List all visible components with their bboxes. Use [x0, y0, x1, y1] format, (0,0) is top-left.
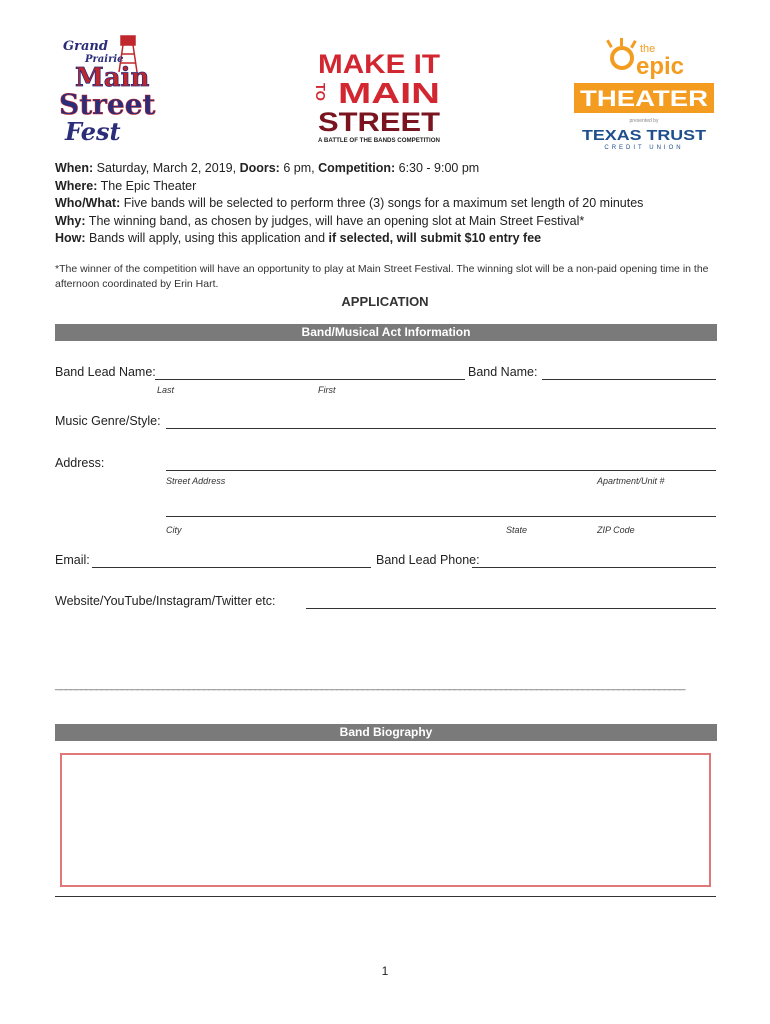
- last-name-caption: Last: [157, 385, 175, 395]
- city-caption: City: [166, 525, 182, 535]
- website-field[interactable]: [306, 608, 716, 609]
- genre-field[interactable]: [166, 428, 716, 429]
- street-address-caption: Street Address: [166, 476, 226, 486]
- where-line: Where: The Epic Theater: [55, 178, 197, 193]
- first-name-caption: First: [318, 385, 336, 395]
- dashed-separator: ___________________________________________________________________________________________________________________________: [55, 679, 685, 691]
- band-lead-name-field[interactable]: [155, 379, 465, 380]
- address-label: Address:: [55, 456, 105, 470]
- band-name-label: Band Name:: [468, 365, 538, 379]
- svg-text:TEXAS TRUST: TEXAS TRUST: [582, 127, 706, 144]
- svg-text:presented by: presented by: [629, 118, 659, 124]
- band-lead-name-label: Band Lead Name:: [55, 365, 156, 379]
- band-biography-textarea[interactable]: [60, 753, 711, 887]
- section-header-band-info: Band/Musical Act Information: [55, 324, 717, 341]
- zip-caption: ZIP Code: [597, 525, 635, 535]
- band-lead-phone-label: Band Lead Phone:: [376, 553, 480, 567]
- how-line: How: Bands will apply, using this application and if selected, will submit $10 entry fee: [55, 231, 542, 245]
- who-line: Who/What: Five bands will be selected to perform three (3) songs for a maximum set length of 20 minutes: [55, 196, 644, 210]
- svg-text:A BATTLE OF THE BANDS COMPETIT: A BATTLE OF THE BANDS COMPETITION: [318, 137, 441, 144]
- band-name-field[interactable]: [542, 379, 716, 380]
- website-label: Website/YouTube/Instagram/Twitter etc:: [55, 594, 276, 608]
- genre-label: Music Genre/Style:: [55, 414, 161, 428]
- street-address-field[interactable]: [166, 470, 716, 471]
- email-field[interactable]: [92, 567, 371, 568]
- city-state-zip-field[interactable]: [166, 516, 716, 517]
- event-details: [55, 160, 725, 248]
- email-label: Email:: [55, 553, 90, 567]
- biography-bottom-rule: [55, 896, 716, 897]
- winner-note: *The winner of the competition will have an opportunity to play at Main Street Festival. The winning slot will be a non-paid opening time in the afternoon coordinated by Erin Hart.: [55, 263, 709, 290]
- application-title: APPLICATION: [341, 294, 429, 309]
- svg-text:CREDIT UNION: CREDIT UNION: [604, 145, 684, 151]
- svg-text:TO: TO: [313, 83, 328, 101]
- svg-text:the: the: [640, 43, 656, 55]
- section-header-band-biography: Band Biography: [55, 724, 717, 741]
- svg-text:Main: Main: [75, 63, 150, 93]
- band-lead-phone-field[interactable]: [472, 567, 716, 568]
- make-it-to-main-street-logo: [313, 49, 442, 145]
- svg-text:Street: Street: [59, 88, 156, 121]
- svg-text:epic: epic: [636, 53, 685, 80]
- svg-text:STREET: STREET: [318, 107, 441, 137]
- apartment-caption: Apartment/Unit #: [597, 476, 665, 486]
- svg-text:Fest: Fest: [65, 117, 121, 146]
- epic-theater-logo: [572, 38, 718, 152]
- svg-text:MAIN: MAIN: [338, 78, 440, 110]
- svg-text:THEATER: THEATER: [580, 86, 709, 111]
- svg-text:MAKE IT: MAKE IT: [318, 49, 441, 79]
- when-line: When: Saturday, March 2, 2019, Doors: 6 pm, Competition: 6:30 - 9:00 pm: [55, 161, 480, 175]
- main-street-fest-logo: [55, 34, 156, 146]
- svg-text:Grand: Grand: [63, 39, 108, 54]
- svg-text:Prairie: Prairie: [85, 54, 124, 65]
- page-number: 1: [381, 964, 389, 978]
- state-caption: State: [506, 525, 528, 535]
- why-line: Why: The winning band, as chosen by judges, will have an opening slot at Main Street Festival*: [55, 213, 585, 228]
